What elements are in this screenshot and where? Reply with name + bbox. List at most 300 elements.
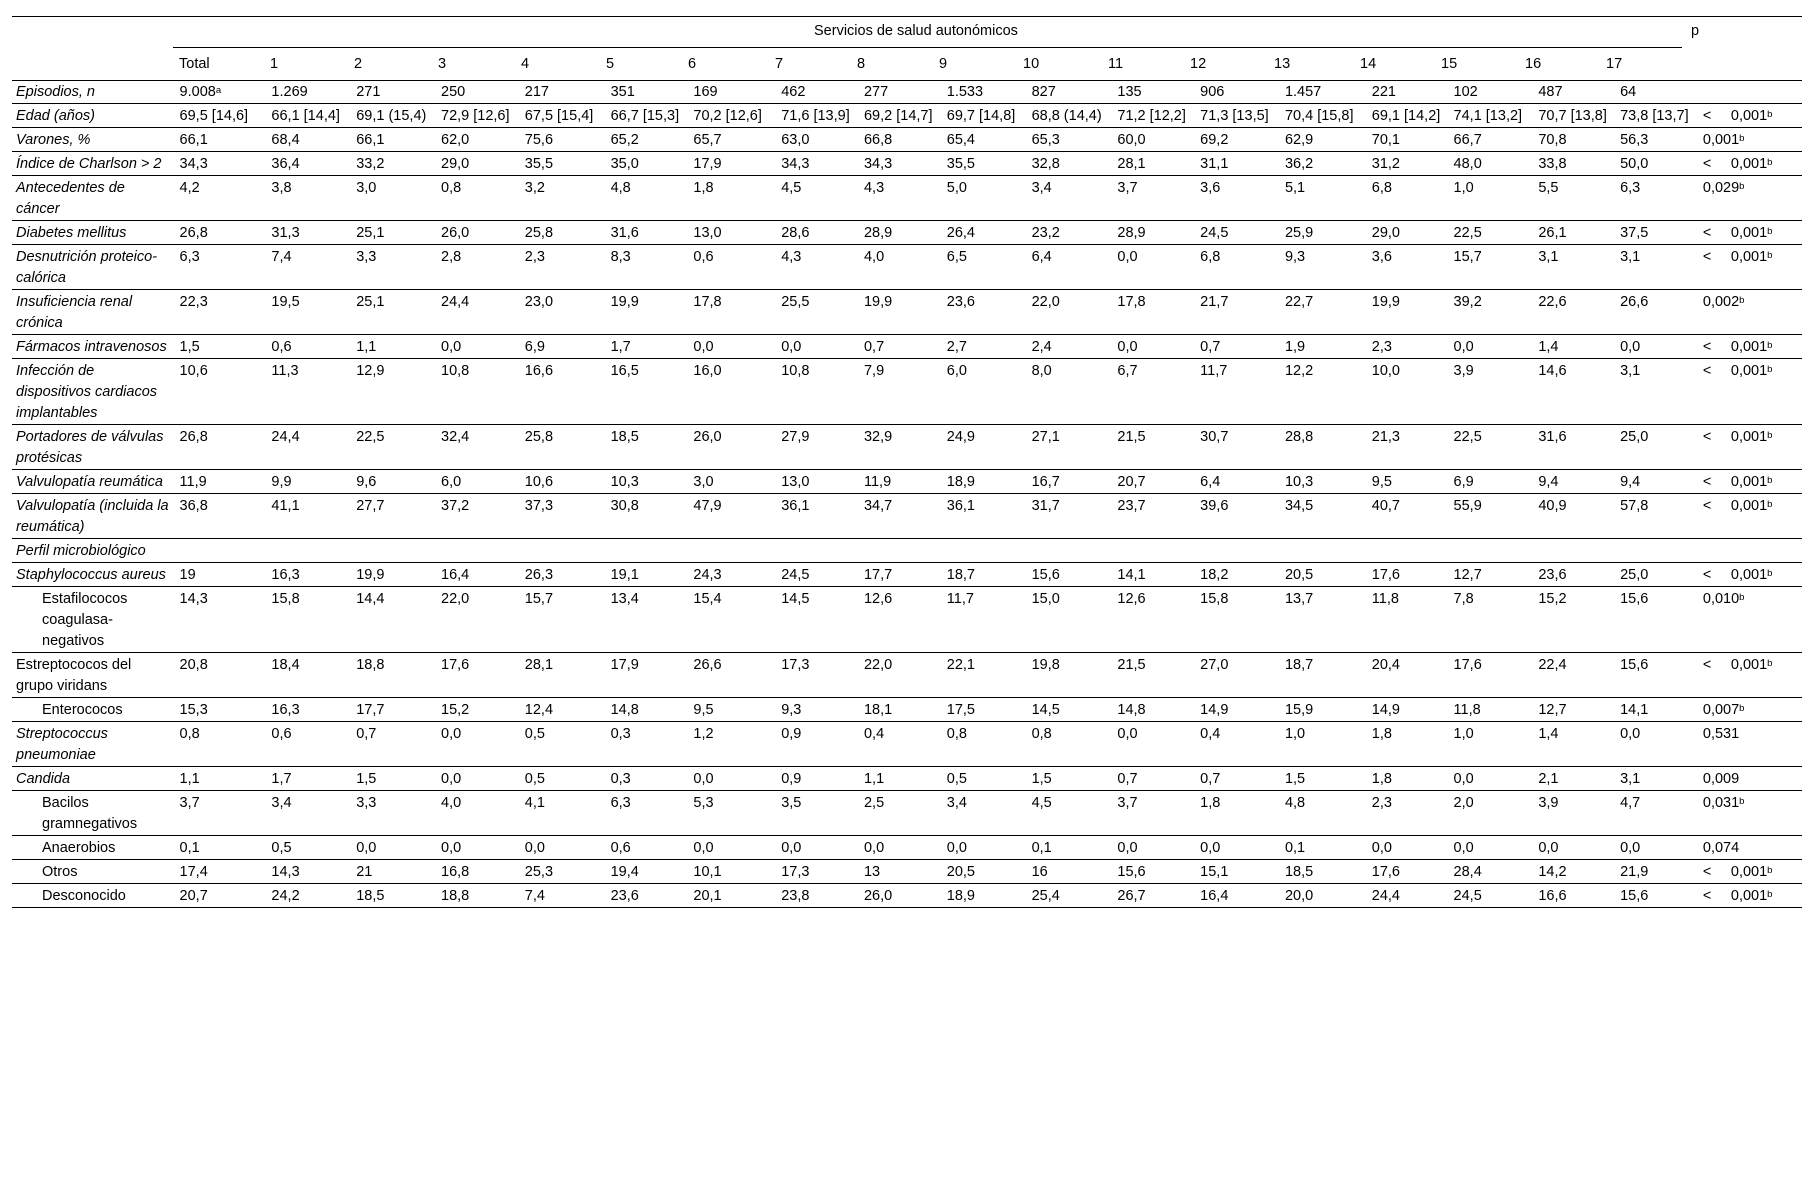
footnote-marker: b — [1767, 226, 1773, 237]
footnote-marker: b — [1767, 430, 1773, 441]
cell-value: 1,9 — [1284, 339, 1306, 355]
table-cell — [943, 176, 1028, 221]
table-cell — [1616, 425, 1699, 470]
p-value: 0,001 — [1730, 657, 1768, 673]
p-value: 0,001 — [1730, 156, 1768, 172]
table-cell — [176, 860, 268, 884]
cell-value: 3,3 — [356, 249, 377, 265]
footnote-marker: b — [1767, 157, 1773, 168]
cell-value: 71,3 [13,5] — [1200, 108, 1269, 124]
table-cell — [267, 698, 352, 722]
table-cell — [437, 425, 521, 470]
table-cell — [689, 791, 777, 836]
cell-value: 32,9 — [863, 429, 893, 445]
cell-value: 3,7 — [1117, 180, 1138, 196]
cell-value: 18,9 — [946, 888, 975, 904]
cell-value: 50,0 — [1620, 156, 1649, 172]
table-cell — [1534, 245, 1616, 290]
cell-value: 64 — [1620, 84, 1637, 100]
cell-value: 15,2 — [1538, 591, 1567, 607]
cell-value: 5,0 — [946, 180, 967, 196]
cell-value: 68,8 (14,4) — [1031, 108, 1102, 124]
cell-value: 66,8 — [863, 132, 893, 148]
table-cell — [777, 653, 860, 698]
cell-value: 0,0 — [693, 771, 714, 787]
table-cell — [1028, 563, 1114, 587]
table-cell — [1281, 470, 1368, 494]
cell-value: 3,1 — [1620, 771, 1641, 787]
table-cell — [1534, 494, 1616, 539]
table-cell — [437, 470, 521, 494]
cell-value: 17,3 — [781, 864, 810, 880]
table-cell — [437, 587, 521, 653]
cell-value: 20,8 — [179, 657, 208, 673]
cell-value: 487 — [1538, 84, 1563, 100]
table-row — [12, 836, 1802, 860]
cell-value: 66,7 — [1453, 132, 1482, 148]
table-row — [12, 884, 1802, 908]
table-cell — [1028, 128, 1114, 152]
table-cell — [352, 152, 437, 176]
table-cell — [1113, 221, 1196, 245]
cell-value: 73,8 [13,7] — [1620, 108, 1689, 124]
table-cell — [1368, 104, 1450, 128]
cell-value: 31,6 — [1538, 429, 1567, 445]
table-cell — [1534, 563, 1616, 587]
cell-value: 9,3 — [781, 702, 802, 718]
table-cell — [607, 425, 690, 470]
table-cell — [1534, 425, 1616, 470]
table-cell — [1281, 335, 1368, 359]
cell-value: 13 — [863, 864, 881, 880]
cell-value: 24,2 — [271, 888, 300, 904]
table-cell — [521, 836, 607, 860]
table-cell — [521, 563, 607, 587]
column-header: 12 — [1190, 56, 1207, 72]
cell-value: 24,4 — [271, 429, 300, 445]
cell-value: 19,4 — [610, 864, 639, 880]
cell-value: 22,6 — [1538, 294, 1567, 310]
footnote-marker: b — [1739, 703, 1745, 714]
table-cell — [437, 128, 521, 152]
cell-value: 68,4 — [271, 132, 300, 148]
table-cell — [777, 359, 860, 425]
p-value: 0,001 — [1730, 864, 1768, 880]
table-cell — [176, 128, 268, 152]
table-cell — [1616, 152, 1699, 176]
cell-value: 16 — [1031, 864, 1048, 880]
cell-value: 1,5 — [356, 771, 377, 787]
cell-value: 20,4 — [1371, 657, 1400, 673]
row-label: Otros — [12, 860, 176, 884]
table-cell — [860, 290, 943, 335]
cell-value: 15,7 — [1453, 249, 1482, 265]
cell-value: 25,9 — [1284, 225, 1314, 241]
cell-value: 14,2 — [1538, 864, 1567, 880]
table-cell — [267, 767, 352, 791]
table-cell — [1450, 563, 1535, 587]
cell-value: 7,8 — [1453, 591, 1474, 607]
table-cell — [1534, 176, 1616, 221]
less-than-sign: < — [1702, 429, 1712, 445]
table-cell — [1113, 359, 1196, 425]
table-cell — [352, 245, 437, 290]
table-cell — [176, 80, 268, 104]
row-label: Bacilos gramnegativos — [12, 791, 176, 836]
footnote-marker: b — [1739, 592, 1745, 603]
column-header: 2 — [354, 56, 363, 72]
table-cell — [1616, 563, 1699, 587]
cell-value: 6,3 — [179, 249, 200, 265]
p-value: 0,001 — [1730, 888, 1768, 904]
cell-value: 4,3 — [863, 180, 885, 196]
table-cell — [860, 722, 943, 767]
table-cell — [860, 470, 943, 494]
cell-value: 15,3 — [179, 702, 208, 718]
cell-value: 11,8 — [1371, 591, 1399, 607]
row-label: Desnutrición proteico-calórica — [12, 245, 176, 290]
table-cell — [1113, 698, 1196, 722]
cell-value: 32,8 — [1031, 156, 1060, 172]
table-cell — [943, 767, 1028, 791]
less-than-sign: < — [1702, 888, 1712, 904]
section-label: Perfil microbiológico — [12, 539, 1802, 563]
cell-value: 9,6 — [356, 474, 377, 490]
cell-value: 70,8 — [1538, 132, 1567, 148]
cell-value: 10,8 — [781, 363, 810, 379]
cell-value: 15,9 — [1284, 702, 1314, 718]
table-cell — [352, 359, 437, 425]
p-value-cell — [1699, 359, 1802, 425]
cell-value: 221 — [1371, 84, 1396, 100]
cell-value: 4,8 — [610, 180, 631, 196]
cell-value: 69,5 [14,6] — [179, 108, 249, 124]
cell-value: 34,7 — [863, 498, 893, 514]
table-cell — [267, 290, 352, 335]
table-cell — [1113, 152, 1196, 176]
table-cell — [1281, 245, 1368, 290]
cell-value: 3,4 — [1031, 180, 1052, 196]
cell-value: 3,0 — [693, 474, 714, 490]
cell-value: 8,3 — [610, 249, 631, 265]
table-cell — [777, 176, 860, 221]
cell-value: 17,9 — [693, 156, 722, 172]
table-cell — [437, 836, 521, 860]
table-cell — [1534, 698, 1616, 722]
cell-value: 37,3 — [524, 498, 554, 514]
table-cell — [352, 470, 437, 494]
table-cell — [689, 104, 777, 128]
table-cell — [1113, 425, 1196, 470]
cell-value: 69,7 [14,8] — [946, 108, 1016, 124]
cell-value: 66,1 [14,4] — [271, 108, 340, 124]
table-cell — [352, 791, 437, 836]
cell-value: 0,0 — [1117, 840, 1138, 856]
cell-value: 1,1 — [179, 771, 200, 787]
row-label: Varones, % — [12, 128, 176, 152]
row-label: Edad (años) — [12, 104, 176, 128]
cell-value: 0,0 — [356, 840, 377, 856]
cell-value: 27,9 — [781, 429, 810, 445]
cell-value: 37,2 — [441, 498, 470, 514]
table-cell — [1028, 290, 1114, 335]
cell-value: 62,9 — [1284, 132, 1314, 148]
table-cell — [1281, 698, 1368, 722]
less-than-sign: < — [1702, 339, 1712, 355]
table-cell — [1534, 767, 1616, 791]
table-cell — [1113, 884, 1196, 908]
table-cell — [860, 221, 943, 245]
cell-value: 31,7 — [1031, 498, 1060, 514]
cell-value: 14,3 — [179, 591, 208, 607]
cell-value: 67,5 [15,4] — [524, 108, 594, 124]
cell-value: 15,2 — [441, 702, 470, 718]
table-row — [12, 80, 1802, 104]
table-cell — [777, 290, 860, 335]
table-cell — [1450, 791, 1535, 836]
cell-value: 48,0 — [1453, 156, 1482, 172]
table-cell — [521, 494, 607, 539]
cell-value: 15,6 — [1620, 591, 1649, 607]
table-cell — [1281, 152, 1368, 176]
table-cell — [943, 128, 1028, 152]
cell-value: 22,0 — [441, 591, 470, 607]
table-cell — [1281, 563, 1368, 587]
group-rule — [173, 47, 1682, 48]
table-cell — [1368, 470, 1450, 494]
table-cell — [1616, 884, 1699, 908]
table-cell — [1281, 722, 1368, 767]
table-cell — [1196, 176, 1281, 221]
column-header: Total — [179, 56, 210, 72]
cell-value: 0,7 — [1117, 771, 1138, 787]
table-cell — [267, 335, 352, 359]
table-cell — [1281, 359, 1368, 425]
column-header: 11 — [1108, 56, 1124, 72]
cell-value: 14,5 — [1031, 702, 1060, 718]
table-cell — [267, 722, 352, 767]
table-cell — [1450, 176, 1535, 221]
cell-value: 3,9 — [1538, 795, 1559, 811]
table-cell — [1281, 176, 1368, 221]
cell-value: 19,9 — [863, 294, 893, 310]
cell-value: 20,5 — [946, 864, 975, 880]
cell-value: 65,4 — [946, 132, 975, 148]
table-cell — [1028, 767, 1114, 791]
less-than-sign: < — [1702, 108, 1712, 124]
cell-value: 22,5 — [356, 429, 385, 445]
table-row — [12, 767, 1802, 791]
table-cell — [689, 884, 777, 908]
p-value-cell — [1699, 80, 1802, 104]
cell-value: 6,3 — [610, 795, 631, 811]
cell-value: 17,6 — [441, 657, 470, 673]
table-cell — [1196, 884, 1281, 908]
table-cell — [1196, 290, 1281, 335]
table-cell — [777, 836, 860, 860]
p-value-cell — [1699, 836, 1802, 860]
table-cell — [860, 245, 943, 290]
table-cell — [943, 791, 1028, 836]
cell-value: 15,8 — [271, 591, 300, 607]
column-header: 10 — [1023, 56, 1040, 72]
cell-value: 0,0 — [1453, 339, 1474, 355]
cell-value: 0,0 — [1620, 840, 1641, 856]
table-cell — [1028, 587, 1114, 653]
table-cell — [860, 104, 943, 128]
cell-value: 23,6 — [1538, 567, 1567, 583]
table-cell — [689, 470, 777, 494]
table-cell — [1368, 359, 1450, 425]
cell-value: 6,8 — [1200, 249, 1221, 265]
cell-value: 17,6 — [1371, 567, 1400, 583]
table-cell — [1534, 335, 1616, 359]
cell-value: 23,6 — [610, 888, 639, 904]
table-cell — [521, 791, 607, 836]
table-cell — [352, 290, 437, 335]
cell-value: 4,0 — [863, 249, 885, 265]
table-cell — [1534, 290, 1616, 335]
table-cell — [607, 494, 690, 539]
table-cell — [943, 563, 1028, 587]
table-cell — [1028, 152, 1114, 176]
row-label: Estreptococos del grupo viridans — [12, 653, 176, 698]
row-label: Estafilococos coagulasa-negativos — [12, 587, 176, 653]
cell-value: 25,5 — [781, 294, 810, 310]
cell-value: 23,2 — [1031, 225, 1060, 241]
table-row — [12, 335, 1802, 359]
table-cell — [1534, 836, 1616, 860]
cell-value: 56,3 — [1620, 132, 1649, 148]
cell-value: 1.457 — [1284, 84, 1322, 100]
table-cell — [1368, 884, 1450, 908]
cell-value: 25,8 — [524, 225, 554, 241]
cell-value: 3,3 — [356, 795, 377, 811]
cell-value: 14,5 — [781, 591, 810, 607]
table-cell — [1196, 698, 1281, 722]
table-cell — [1450, 494, 1535, 539]
cell-value: 0,3 — [610, 726, 631, 742]
footnote-marker: b — [1767, 364, 1773, 375]
cell-value: 27,1 — [1031, 429, 1060, 445]
cell-value: 277 — [863, 84, 889, 100]
table-cell — [860, 698, 943, 722]
cell-value: 1,0 — [1453, 726, 1474, 742]
cell-value: 2,3 — [1371, 339, 1392, 355]
table-cell — [1368, 152, 1450, 176]
table-cell — [1368, 836, 1450, 860]
cell-value: 0,0 — [1538, 840, 1559, 856]
table-cell — [1281, 128, 1368, 152]
table-cell — [943, 494, 1028, 539]
table-cell — [777, 470, 860, 494]
row-label: Desconocido — [12, 884, 176, 908]
table-cell — [1113, 80, 1196, 104]
cell-value: 10,8 — [441, 363, 470, 379]
table-cell — [607, 104, 690, 128]
cell-value: 66,1 — [356, 132, 385, 148]
cell-value: 10,6 — [179, 363, 208, 379]
table-cell — [607, 767, 690, 791]
table-cell — [1196, 836, 1281, 860]
cell-value: 0,0 — [781, 840, 802, 856]
cell-value: 24,9 — [946, 429, 975, 445]
cell-value: 3,4 — [946, 795, 967, 811]
cell-value: 25,8 — [524, 429, 554, 445]
cell-value: 36,1 — [946, 498, 975, 514]
cell-value: 1.533 — [946, 84, 984, 100]
table-cell — [1450, 425, 1535, 470]
table-cell — [1616, 104, 1699, 128]
table-cell — [1450, 698, 1535, 722]
table-cell — [267, 836, 352, 860]
cell-value: 17,6 — [1371, 864, 1400, 880]
cell-value: 4,3 — [781, 249, 802, 265]
cell-value: 0,1 — [1031, 840, 1052, 856]
row-label: Infección de dispositivos cardiacos implantables — [12, 359, 176, 425]
table-cell — [607, 698, 690, 722]
p-value-cell — [1699, 587, 1802, 653]
cell-value: 15,7 — [524, 591, 554, 607]
table-cell — [352, 221, 437, 245]
cell-value: 0,8 — [1031, 726, 1052, 742]
p-value-cell — [1699, 563, 1802, 587]
cell-value: 16,7 — [1031, 474, 1060, 490]
table-cell — [1616, 290, 1699, 335]
cell-value: 28,1 — [524, 657, 554, 673]
cell-value: 28,6 — [781, 225, 810, 241]
table-cell — [1028, 221, 1114, 245]
cell-value: 26,3 — [524, 567, 554, 583]
cell-value: 9.008 — [179, 84, 216, 100]
table-cell — [777, 104, 860, 128]
cell-value: 34,3 — [179, 156, 208, 172]
footnote-marker: b — [1767, 865, 1773, 876]
table-row — [12, 128, 1802, 152]
cell-value: 30,8 — [610, 498, 639, 514]
cell-value: 15,1 — [1200, 864, 1229, 880]
cell-value: 36,4 — [271, 156, 300, 172]
cell-value: 21,7 — [1200, 294, 1229, 310]
cell-value: 18,4 — [271, 657, 300, 673]
table-cell — [689, 587, 777, 653]
cell-value: 4,7 — [1620, 795, 1641, 811]
table-cell — [1616, 587, 1699, 653]
cell-value: 11,3 — [271, 363, 299, 379]
cell-value: 15,0 — [1031, 591, 1060, 607]
table-cell — [1534, 80, 1616, 104]
table-cell — [1368, 698, 1450, 722]
cell-value: 1.269 — [271, 84, 308, 100]
table-cell — [943, 80, 1028, 104]
cell-value: 8,0 — [1031, 363, 1052, 379]
table-cell — [1368, 290, 1450, 335]
table-cell — [176, 836, 268, 860]
cell-value: 1,8 — [1200, 795, 1221, 811]
cell-value: 20,7 — [179, 888, 208, 904]
table-row — [12, 698, 1802, 722]
table-cell — [607, 587, 690, 653]
column-header: 7 — [775, 56, 784, 72]
table-cell — [689, 698, 777, 722]
cell-value: 22,0 — [1031, 294, 1060, 310]
table-cell — [689, 152, 777, 176]
column-header: 13 — [1274, 56, 1291, 72]
table-cell — [1028, 470, 1114, 494]
table-cell — [437, 335, 521, 359]
table-cell — [176, 884, 268, 908]
table-cell — [689, 425, 777, 470]
